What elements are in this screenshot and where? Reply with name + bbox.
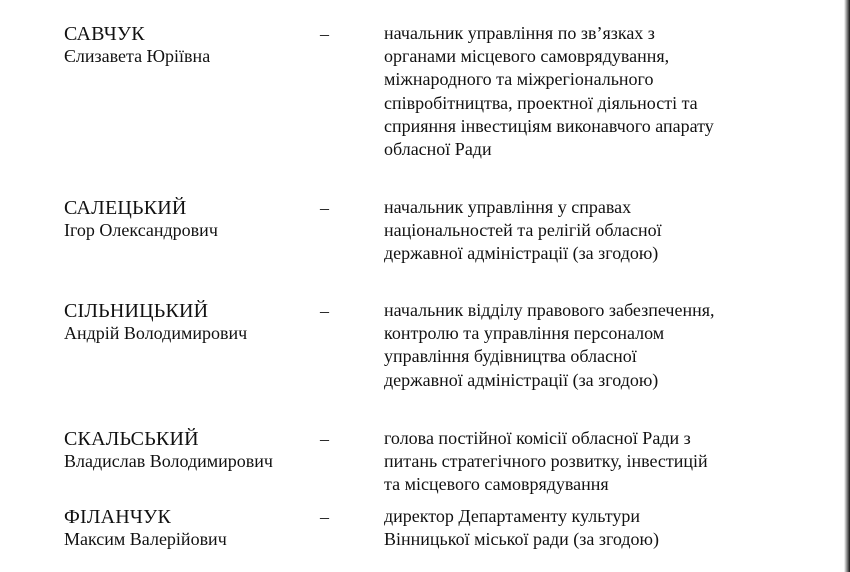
person-surname: ФІЛАНЧУК: [64, 506, 172, 528]
position-line: управління будівництва обласної: [384, 346, 637, 367]
position-line: органами місцевого самоврядування,: [384, 46, 670, 67]
position-line: державної адміністрації (за згодою): [384, 369, 659, 390]
person-given-names: Максим Валерійович: [64, 529, 227, 549]
position-line: директор Департаменту культури: [384, 506, 640, 526]
person-surname: СІЛЬНИЦЬКИЙ: [64, 300, 209, 322]
position-line: співробітництва, проектної діяльності та: [384, 92, 698, 113]
separator-dash: –: [320, 198, 329, 218]
position-line: Вінницької міської ради (за згодою): [384, 529, 660, 550]
person-position: [384, 299, 804, 392]
position-line: питань стратегічного розвитку, інвестицій: [384, 451, 708, 472]
person-given-names: Єлизавета Юріївна: [64, 46, 211, 66]
separator-dash: –: [320, 24, 329, 44]
person-surname: СКАЛЬСЬКИЙ: [64, 428, 199, 450]
person-given-names: Владислав Володимирович: [64, 451, 273, 471]
position-line: обласної Ради: [384, 139, 492, 160]
position-line: та місцевого самоврядування: [384, 474, 609, 495]
position-line: національностей та релігій обласної: [384, 220, 662, 241]
person-position: [384, 505, 804, 551]
position-line: контролю та управління персоналом: [384, 323, 665, 344]
person-surname: САЛЕЦЬКИЙ: [64, 197, 187, 219]
position-line: начальник відділу правового забезпечення,: [384, 300, 715, 320]
position-line: голова постійної комісії обласної Ради з: [384, 428, 691, 448]
position-line: сприяння інвестиціям виконавчого апарату: [384, 115, 714, 136]
person-given-names: Андрій Володимирович: [64, 323, 248, 343]
person-given-names: Ігор Олександрович: [64, 220, 218, 240]
person-position: [384, 22, 804, 161]
position-line: міжнародного та міжрегіонального: [384, 69, 654, 90]
position-line: державної адміністрації (за згодою): [384, 243, 659, 264]
separator-dash: –: [320, 507, 329, 527]
person-surname: САВЧУК: [64, 23, 145, 45]
position-line: начальник управління по зв’язках з: [384, 23, 655, 43]
scan-edge-shadow: [844, 0, 850, 572]
person-position: [384, 196, 804, 266]
separator-dash: –: [320, 301, 329, 321]
person-position: [384, 427, 804, 497]
separator-dash: –: [320, 429, 329, 449]
position-line: начальник управління у справах: [384, 197, 632, 217]
